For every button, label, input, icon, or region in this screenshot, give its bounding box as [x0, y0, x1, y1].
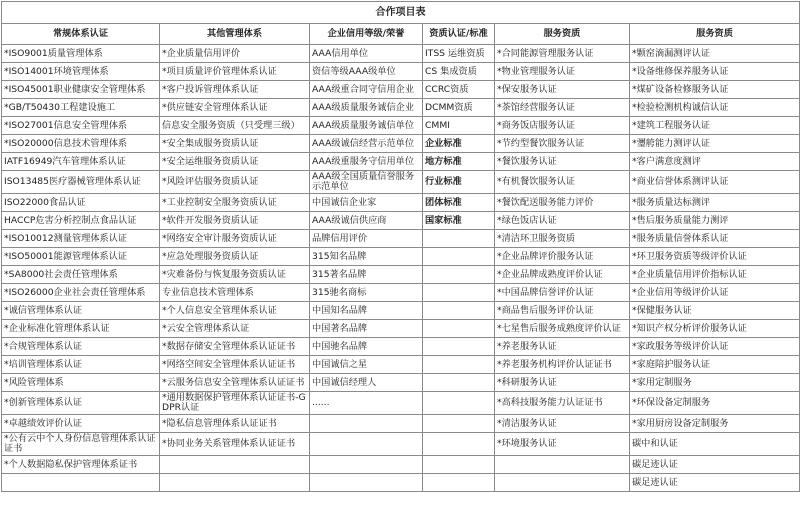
cell-credit-honor: AAA级质量服务诚信单位: [310, 117, 423, 135]
cell-qualification-standard: 地方标准: [423, 153, 495, 171]
cell-service-qual-a: *企业品牌评价服务认证: [495, 248, 630, 266]
cell-service-qual-b: *家庭陪护服务认证: [630, 356, 800, 374]
cell-other-system: *工业控制安全服务资质认证: [160, 194, 310, 212]
cell-credit-honor: AAA级全国质量信誉服务示范单位: [310, 171, 423, 194]
cell-qualification-standard: 团体标准: [423, 194, 495, 212]
cell-service-qual-a: *七星售后服务成熟度评价认证: [495, 320, 630, 338]
table-row: [2, 81, 800, 99]
cell-service-qual-b: 碳中和认证: [630, 433, 800, 456]
cell-service-qual-a: *科研服务认证: [495, 374, 630, 392]
cell-other-system: *软件开发服务资质认证: [160, 212, 310, 230]
cell-credit-honor: [310, 433, 423, 456]
table-row: [2, 153, 800, 171]
table-row: [2, 212, 800, 230]
cell-credit-honor: 中国驰名品牌: [310, 338, 423, 356]
cell-other-system: *供应链安全管理体系认证: [160, 99, 310, 117]
table-row: [2, 474, 800, 492]
cell-service-qual-a: *物业管理服务认证: [495, 63, 630, 81]
cell-other-system: *通用数据保护管理体系认证证书-GDPR认证: [160, 392, 310, 415]
cell-service-qual-b: *瓕舿能力测评认证: [630, 135, 800, 153]
cell-other-system: *客户投诉管理体系认证: [160, 81, 310, 99]
cell-other-system: *安全运维服务资质认证: [160, 153, 310, 171]
cell-service-qual-a: *清洁服务认证: [495, 415, 630, 433]
cell-service-qual-b: *家用厨房设备定制服务: [630, 415, 800, 433]
table-row: [2, 135, 800, 153]
cell-qualification-standard: CMMI: [423, 117, 495, 135]
cell-other-system: *应急处理服务资质认证: [160, 248, 310, 266]
cell-other-system: [160, 474, 310, 492]
cell-regular-cert: *SA8000社会责任管理体系: [2, 266, 160, 284]
cell-service-qual-a: *合同能源管理服务认证: [495, 45, 630, 63]
cell-other-system: *安全集成服务资质认证: [160, 135, 310, 153]
header-credit-rating-honors: 企业信用等级/荣誉: [310, 24, 423, 45]
cell-service-qual-a: *保安服务认证: [495, 81, 630, 99]
cell-other-system: *项目质量评价管理体系认证: [160, 63, 310, 81]
cell-service-qual-a: [495, 474, 630, 492]
cell-regular-cert: *ISO27001信息安全管理体系: [2, 117, 160, 135]
cell-service-qual-b: *环卫服务资质等级评价认证: [630, 248, 800, 266]
cell-regular-cert: *GB/T50430工程建设施工: [2, 99, 160, 117]
cell-credit-honor: 中国著名品牌: [310, 320, 423, 338]
cell-credit-honor: AAA级诚信供应商: [310, 212, 423, 230]
cell-service-qual-a: *中国品牌信誉评价认证: [495, 284, 630, 302]
cell-other-system: *个人信息安全管理体系认证: [160, 302, 310, 320]
header-regular-system-certification: 常规体系认证: [2, 24, 160, 45]
cell-credit-honor: 315知名品牌: [310, 248, 423, 266]
cell-service-qual-a: *环境服务认证: [495, 433, 630, 456]
table-row: [2, 338, 800, 356]
header-other-management-systems: 其他管理体系: [160, 24, 310, 45]
cell-credit-honor: AAA级重服务守信用单位: [310, 153, 423, 171]
cell-qualification-standard: 企业标准: [423, 135, 495, 153]
cell-regular-cert: *个人数据隐私保护管理体系证书: [2, 456, 160, 474]
cell-credit-honor: AAA级重合同守信用企业: [310, 81, 423, 99]
cell-regular-cert: *公有云中个人身份信息管理体系认证证书: [2, 433, 160, 456]
cell-regular-cert: ISO13485医疗器械管理体系认证: [2, 171, 160, 194]
cell-regular-cert: *ISO14001环境管理体系: [2, 63, 160, 81]
cell-qualification-standard: [423, 456, 495, 474]
cell-qualification-standard: 国家标准: [423, 212, 495, 230]
cell-credit-honor: AAA信用单位: [310, 45, 423, 63]
cell-qualification-standard: [423, 415, 495, 433]
cell-service-qual-b: *颗窑滴漏测评认证: [630, 45, 800, 63]
cell-qualification-standard: [423, 302, 495, 320]
cell-qualification-standard: [423, 433, 495, 456]
cell-credit-honor: 中国诚信企业家: [310, 194, 423, 212]
cell-regular-cert: *ISO9001质量管理体系: [2, 45, 160, 63]
cell-credit-honor: 资信等级AAA级单位: [310, 63, 423, 81]
cell-other-system: *协同业务关系管理体系认证证书: [160, 433, 310, 456]
table-row: [2, 302, 800, 320]
cell-service-qual-a: *餐饮配送服务能力评价: [495, 194, 630, 212]
cell-qualification-standard: [423, 374, 495, 392]
cell-regular-cert: *卓越绩效评价认证: [2, 415, 160, 433]
cell-regular-cert: ISO22000食品认证: [2, 194, 160, 212]
cell-regular-cert: *ISO26000企业社会责任管理体系: [2, 284, 160, 302]
cell-qualification-standard: ITSS 运维资质: [423, 45, 495, 63]
cell-service-qual-a: *商品售后服务评价认证: [495, 302, 630, 320]
cell-qualification-standard: [423, 356, 495, 374]
table-row: [2, 266, 800, 284]
cell-credit-honor: 中国知名品牌: [310, 302, 423, 320]
cell-service-qual-b: *保健服务认证: [630, 302, 800, 320]
cell-other-system: *数据存储安全管理体系认证证书: [160, 338, 310, 356]
cell-service-qual-a: *餐饮服务认证: [495, 153, 630, 171]
table-row: [2, 63, 800, 81]
cell-service-qual-a: *养老服务机构评价认证证书: [495, 356, 630, 374]
table-row: [2, 356, 800, 374]
cell-qualification-standard: [423, 266, 495, 284]
header-qualification-standards: 资质认证/标准: [423, 24, 495, 45]
cell-qualification-standard: 行业标准: [423, 171, 495, 194]
cell-regular-cert: *ISO50001能源管理体系认证: [2, 248, 160, 266]
cell-qualification-standard: [423, 338, 495, 356]
cell-service-qual-b: *售后服务质量能力测评: [630, 212, 800, 230]
cooperation-project-table: [1, 1, 800, 492]
cell-regular-cert: *诚信管理体系认证: [2, 302, 160, 320]
cell-qualification-standard: [423, 284, 495, 302]
cell-service-qual-a: *高科技服务能力认证证书: [495, 392, 630, 415]
cell-credit-honor: AAA级诚信经营示范单位: [310, 135, 423, 153]
cell-service-qual-a: *养老服务认证: [495, 338, 630, 356]
table-row: [2, 117, 800, 135]
cell-service-qual-b: *家用定制服务: [630, 374, 800, 392]
cell-service-qual-b: *建筑工程服务认证: [630, 117, 800, 135]
cell-service-qual-a: *有机餐饮服务认证: [495, 171, 630, 194]
table-row: [2, 374, 800, 392]
cell-qualification-standard: CCRC资质: [423, 81, 495, 99]
cell-qualification-standard: [423, 320, 495, 338]
cell-service-qual-a: *清洁环卫服务资质: [495, 230, 630, 248]
cell-other-system: *风险评估服务资质认证: [160, 171, 310, 194]
cell-other-system: 专业信息技术管理体系: [160, 284, 310, 302]
cell-credit-honor: [310, 415, 423, 433]
table-row: [2, 194, 800, 212]
cell-other-system: *灾难备份与恢复服务资质认证: [160, 266, 310, 284]
cell-service-qual-a: [495, 456, 630, 474]
table-row: [2, 320, 800, 338]
cell-credit-honor: 中国诚信经理人: [310, 374, 423, 392]
cell-service-qual-b: *检验检测机构诚信认证: [630, 99, 800, 117]
cell-service-qual-b: *企业质量信用评价指标认证: [630, 266, 800, 284]
cell-other-system: *隐私信息管理体系认证证书: [160, 415, 310, 433]
table-row: [2, 171, 800, 194]
cell-regular-cert: *ISO10012测量管理体系认证: [2, 230, 160, 248]
table-row: [2, 392, 800, 415]
cell-credit-honor: 315著名品牌: [310, 266, 423, 284]
cell-regular-cert: *企业标准化管理体系认证: [2, 320, 160, 338]
cell-service-qual-b: 碳足迹认证: [630, 456, 800, 474]
cell-credit-honor: AAA级质量服务诚信企业: [310, 99, 423, 117]
table-row: [2, 99, 800, 117]
cell-service-qual-a: *商务饭店服务认证: [495, 117, 630, 135]
cell-credit-honor: 中国诚信之星: [310, 356, 423, 374]
cell-credit-honor: ......: [310, 392, 423, 415]
cell-service-qual-b: *客户满意度测评: [630, 153, 800, 171]
cell-service-qual-a: *茶馆经营服务认证: [495, 99, 630, 117]
cell-regular-cert: HACCP危害分析控制点食品认证: [2, 212, 160, 230]
cell-regular-cert: [2, 474, 160, 492]
table-row: [2, 284, 800, 302]
cell-credit-honor: [310, 474, 423, 492]
table-row: [2, 248, 800, 266]
cell-other-system: [160, 456, 310, 474]
cell-other-system: *云安全管理体系认证: [160, 320, 310, 338]
table-title: 合作项目表: [2, 2, 800, 24]
cell-other-system: *网络安全审计服务资质认证: [160, 230, 310, 248]
cell-qualification-standard: [423, 392, 495, 415]
cell-service-qual-b: *设备维修保养服务认证: [630, 63, 800, 81]
cell-credit-honor: 315驰名商标: [310, 284, 423, 302]
cell-regular-cert: IATF16949汽车管理体系认证: [2, 153, 160, 171]
cell-qualification-standard: DCMM资质: [423, 99, 495, 117]
cell-service-qual-b: *煤矿设备检修服务认证: [630, 81, 800, 99]
cell-other-system: *企业质量信用评价: [160, 45, 310, 63]
cell-service-qual-b: *服务质量信誉体系认证: [630, 230, 800, 248]
cell-qualification-standard: [423, 248, 495, 266]
cell-service-qual-b: *企业信用等级评价认证: [630, 284, 800, 302]
cell-service-qual-b: 碳足迹认证: [630, 474, 800, 492]
cell-service-qual-a: *绿色饭店认证: [495, 212, 630, 230]
cell-credit-honor: 品牌信用评价: [310, 230, 423, 248]
cell-service-qual-b: *环保设备定制服务: [630, 392, 800, 415]
cell-other-system: 信息安全服务资质（只受理三级）: [160, 117, 310, 135]
cell-service-qual-b: *服务质量达标测评: [630, 194, 800, 212]
cell-regular-cert: *ISO20000信息技术管理体系: [2, 135, 160, 153]
table-row: [2, 456, 800, 474]
cell-regular-cert: *ISO45001职业健康安全管理体系: [2, 81, 160, 99]
cell-credit-honor: [310, 456, 423, 474]
cell-service-qual-b: *家政服务等级评价认证: [630, 338, 800, 356]
cell-qualification-standard: [423, 474, 495, 492]
cell-regular-cert: *合规管理体系认证: [2, 338, 160, 356]
cell-qualification-standard: [423, 230, 495, 248]
table-body: [2, 45, 800, 492]
cell-qualification-standard: CS 集成资质: [423, 63, 495, 81]
cell-service-qual-b: *商业信誉体系测评认证: [630, 171, 800, 194]
cell-regular-cert: *创新管理体系认证: [2, 392, 160, 415]
cell-regular-cert: *风险管理体系: [2, 374, 160, 392]
cell-other-system: *网络空间安全管理体系认证证书: [160, 356, 310, 374]
cell-other-system: *云服务信息安全管理体系认证证书: [160, 374, 310, 392]
cell-service-qual-a: *企业品牌成熟度评价认证: [495, 266, 630, 284]
header-service-qualification-2: 服务资质: [630, 24, 800, 45]
table-row: [2, 45, 800, 63]
cell-service-qual-b: *知识产权分析评价服务认证: [630, 320, 800, 338]
cell-service-qual-a: *节约型餐饮服务认证: [495, 135, 630, 153]
header-service-qualification-1: 服务资质: [495, 24, 630, 45]
cell-regular-cert: *培训管理体系认证: [2, 356, 160, 374]
table-row: [2, 433, 800, 456]
table-row: [2, 415, 800, 433]
table-row: [2, 230, 800, 248]
